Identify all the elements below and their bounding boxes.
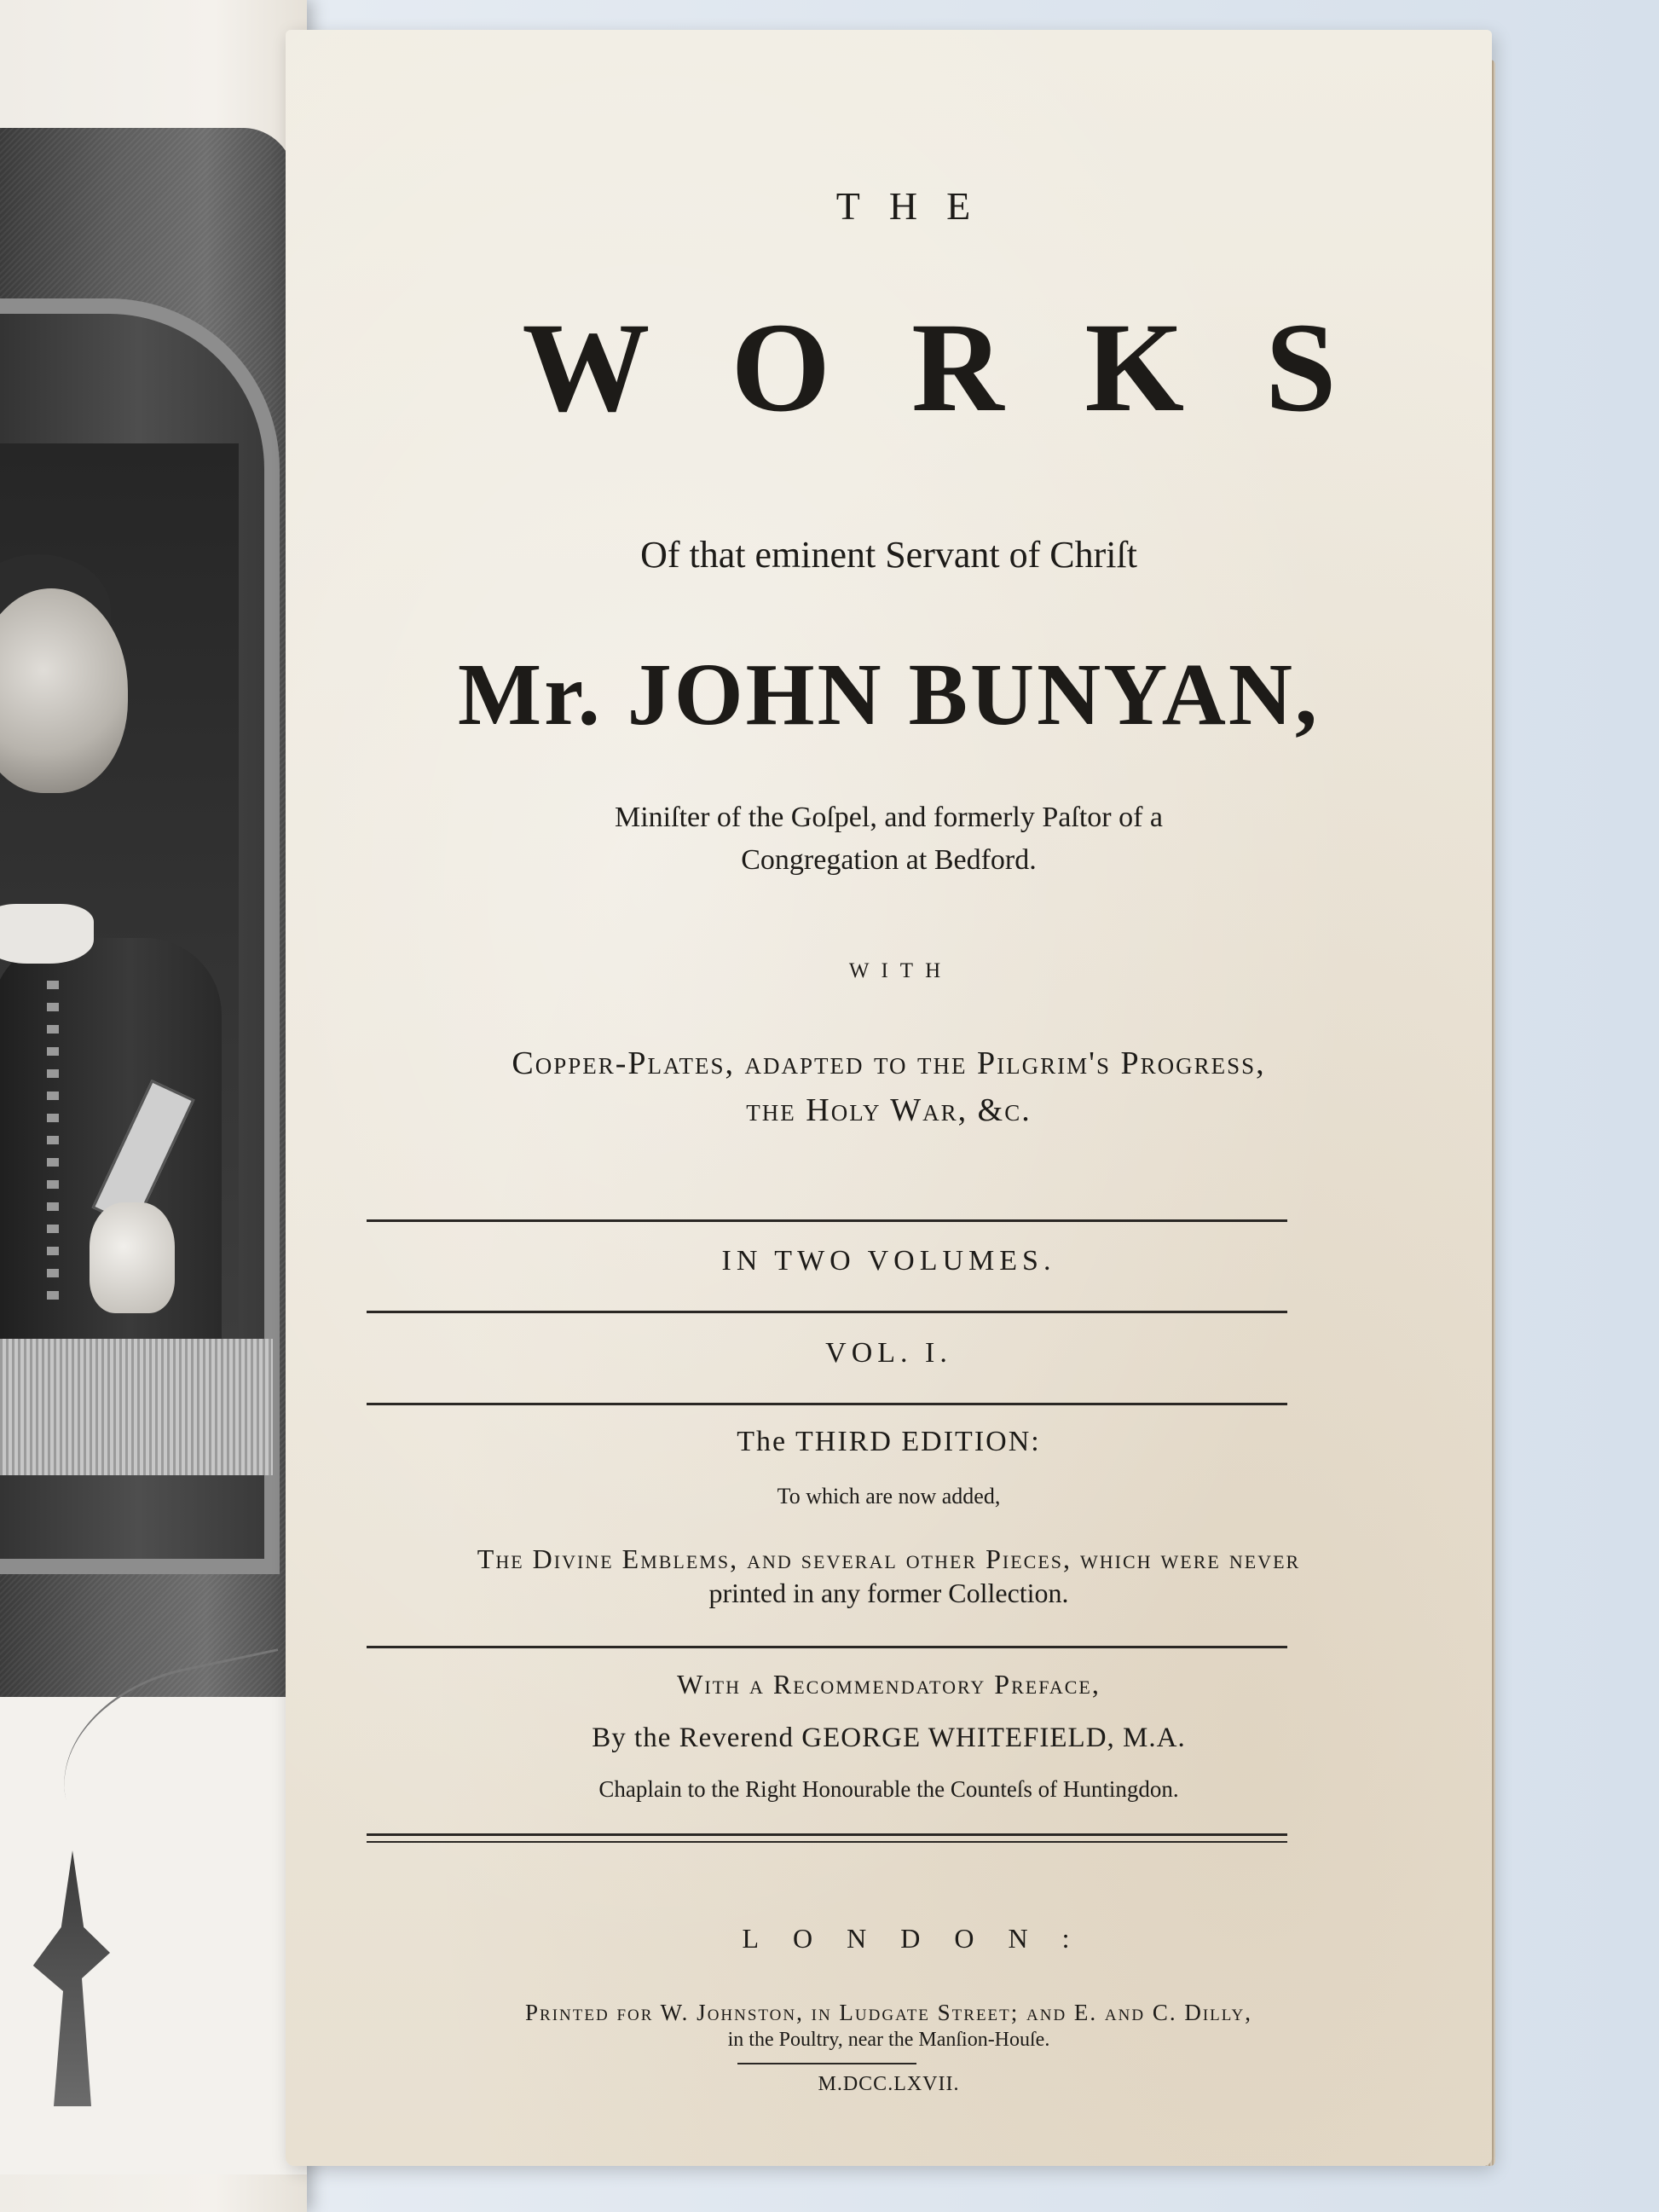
title-works: WORKS (522, 297, 1418, 438)
volumes-line: IN TWO VOLUMES. (721, 1245, 1056, 1277)
imprint-date: M.DCC.LXVII. (818, 2073, 960, 2095)
copper-plates-line-1: Copper-Plates, adapted to the Pilgrim's Progress, (512, 1045, 1266, 1081)
copper-plates-line-2: the Holy War, &c. (746, 1092, 1032, 1128)
imprint-city: LONDON: (742, 1923, 1104, 1954)
frontispiece-page (0, 0, 307, 2212)
double-rule-top (367, 1833, 1287, 1836)
title-the: THE (835, 184, 1000, 228)
portrait-collar (0, 904, 94, 964)
double-rule-bottom (367, 1841, 1287, 1843)
whitefield-line: By the Reverend GEORGE WHITEFIELD, M.A. (592, 1723, 1186, 1753)
divine-emblems-line-1: The Divine Emblems, and ſeveral other Pieces, which were never (477, 1543, 1301, 1574)
date-rule (737, 2063, 916, 2064)
added-intro: To which are now added, (777, 1484, 1001, 1508)
recommendatory-line: With a Recommendatory Preface, (677, 1669, 1101, 1700)
volume-number: VOL. I. (825, 1337, 952, 1369)
divine-emblems-line-2: printed in any former Collection. (708, 1578, 1069, 1608)
minister-line-2: Congregation at Bedford. (741, 844, 1037, 876)
rule-4 (367, 1646, 1287, 1648)
portrait-hand (90, 1202, 175, 1313)
title-page (286, 30, 1492, 2166)
servant-line: Of that eminent Servant of Chriſt (640, 534, 1137, 576)
rule-2 (367, 1311, 1287, 1313)
rule-3 (367, 1403, 1287, 1405)
rule-1 (367, 1219, 1287, 1222)
chaplain-line: Chaplain to the Right Honourable the Counteſs of Huntingdon. (598, 1776, 1179, 1802)
with-label: WITH (848, 959, 953, 982)
author-name: Mr. JOHN BUNYAN, (457, 646, 1320, 744)
edition-line: The THIRD EDITION: (737, 1426, 1041, 1457)
coat-buttons (47, 981, 59, 1305)
printer-line-2: in the Poultry, near the Manſion-Houſe. (727, 2029, 1050, 2051)
minister-line-1: Miniſter of the Goſpel, and formerly Paſtor of a (615, 802, 1163, 833)
engraved-sill (0, 1339, 273, 1475)
printer-line-1: Printed for W. Johnston, in Ludgate Street; and E. and C. Dilly, (525, 2000, 1252, 2025)
